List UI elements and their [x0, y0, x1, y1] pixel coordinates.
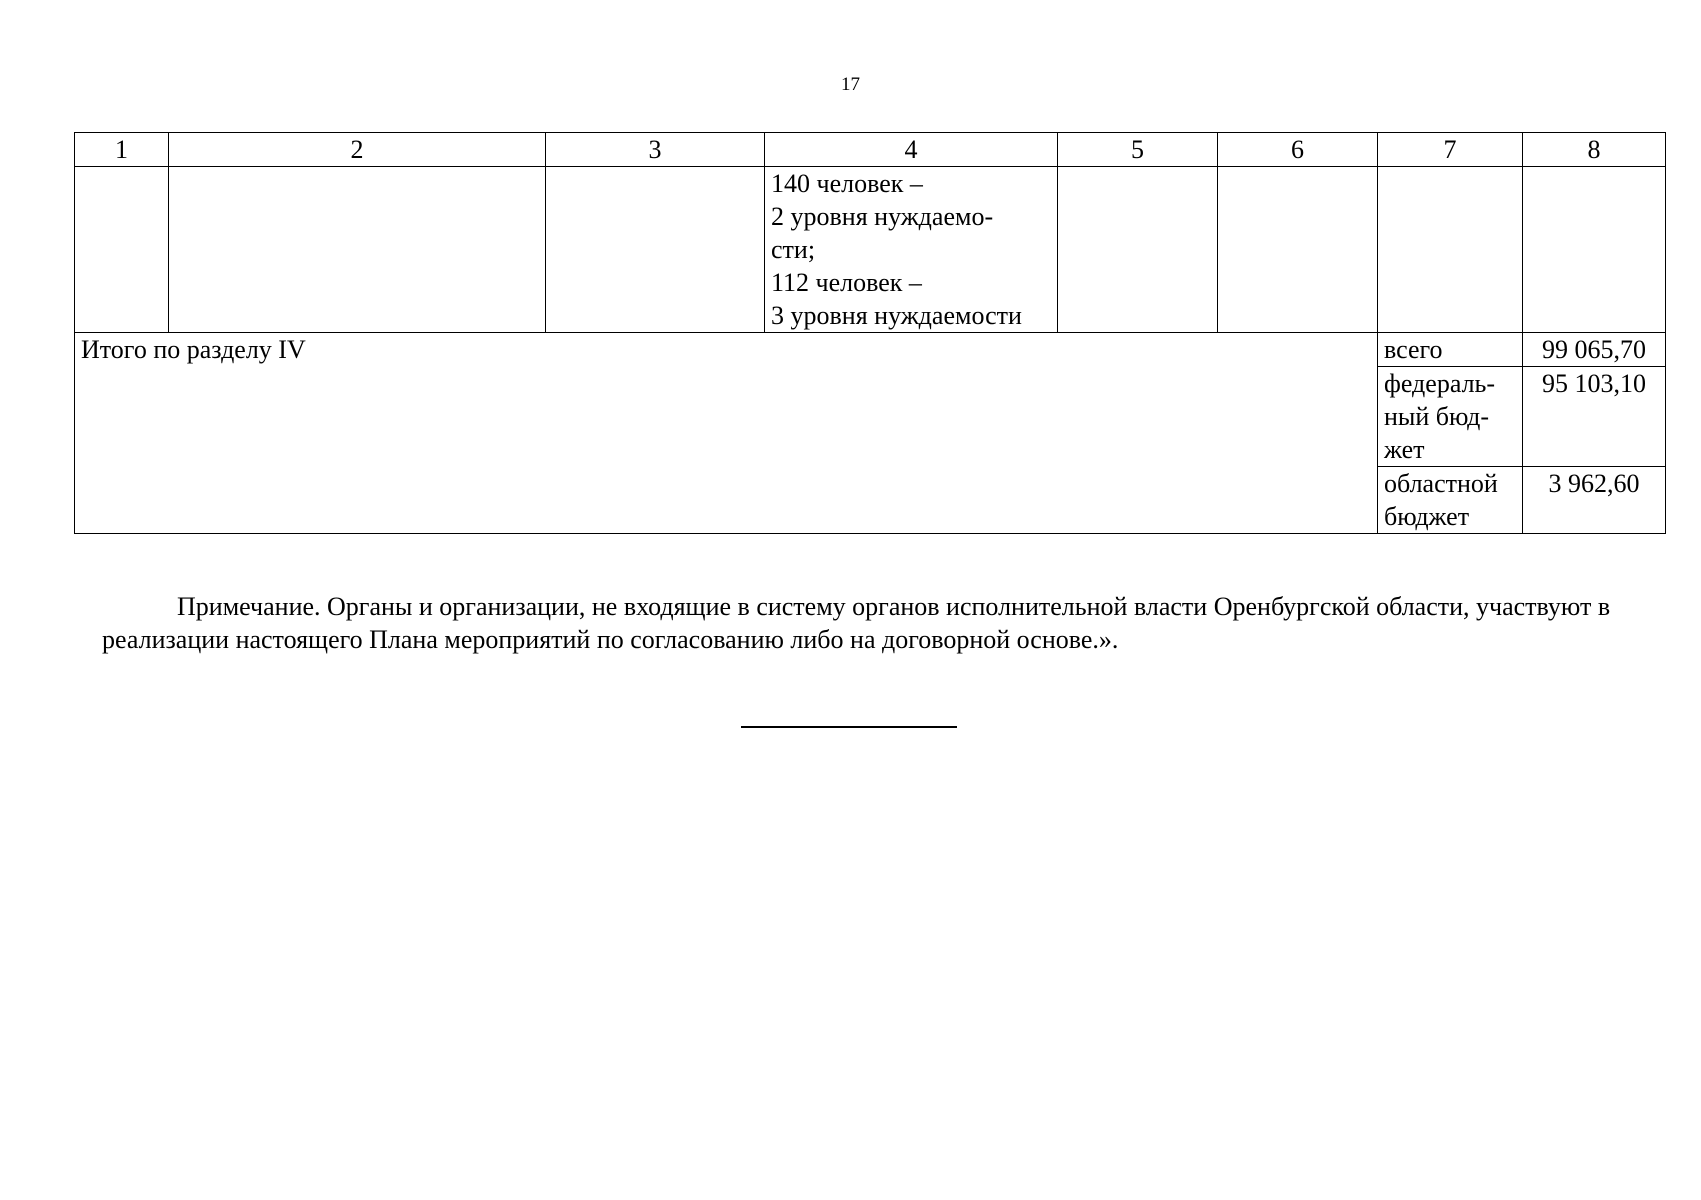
plan-table: [74, 132, 1666, 534]
funding-amount: 99 065,70: [1523, 333, 1666, 367]
table-cell-beneficiaries: 140 человек – 2 уровня нуждаемо- сти; 112 человек – 3 уровня нуждаемости: [765, 167, 1058, 333]
table-row: [75, 167, 1666, 333]
column-header: 1: [75, 133, 169, 167]
table-cell: [1378, 167, 1523, 333]
table-cell: [169, 167, 546, 333]
page-number: 17: [841, 74, 860, 95]
table-cell: [1523, 167, 1666, 333]
funding-amount: 95 103,10: [1523, 367, 1666, 467]
funding-source: всего: [1378, 333, 1523, 367]
table-cell: [75, 167, 169, 333]
funding-source: федераль- ный бюд- жет: [1378, 367, 1523, 467]
column-header: 3: [546, 133, 765, 167]
totals-row: [75, 333, 1666, 367]
column-header: 6: [1218, 133, 1378, 167]
table-cell: [1058, 167, 1218, 333]
column-header: 7: [1378, 133, 1523, 167]
end-separator-line: [741, 726, 957, 728]
funding-amount: 3 962,60: [1523, 467, 1666, 534]
table-cell: [546, 167, 765, 333]
totals-label: Итого по разделу IV: [75, 333, 1378, 534]
table-cell: [1218, 167, 1378, 333]
column-header: 8: [1523, 133, 1666, 167]
table-header-row: [75, 133, 1666, 167]
column-header: 4: [765, 133, 1058, 167]
footnote: Примечание. Органы и организации, не входящие в систему органов исполнительной власти Оренбургской области, участвуют в реализации настоящего Плана мероприятий по согласованию либо на договорной основе.».: [102, 592, 1611, 654]
column-header: 5: [1058, 133, 1218, 167]
funding-source: областной бюджет: [1378, 467, 1523, 534]
column-header: 2: [169, 133, 546, 167]
